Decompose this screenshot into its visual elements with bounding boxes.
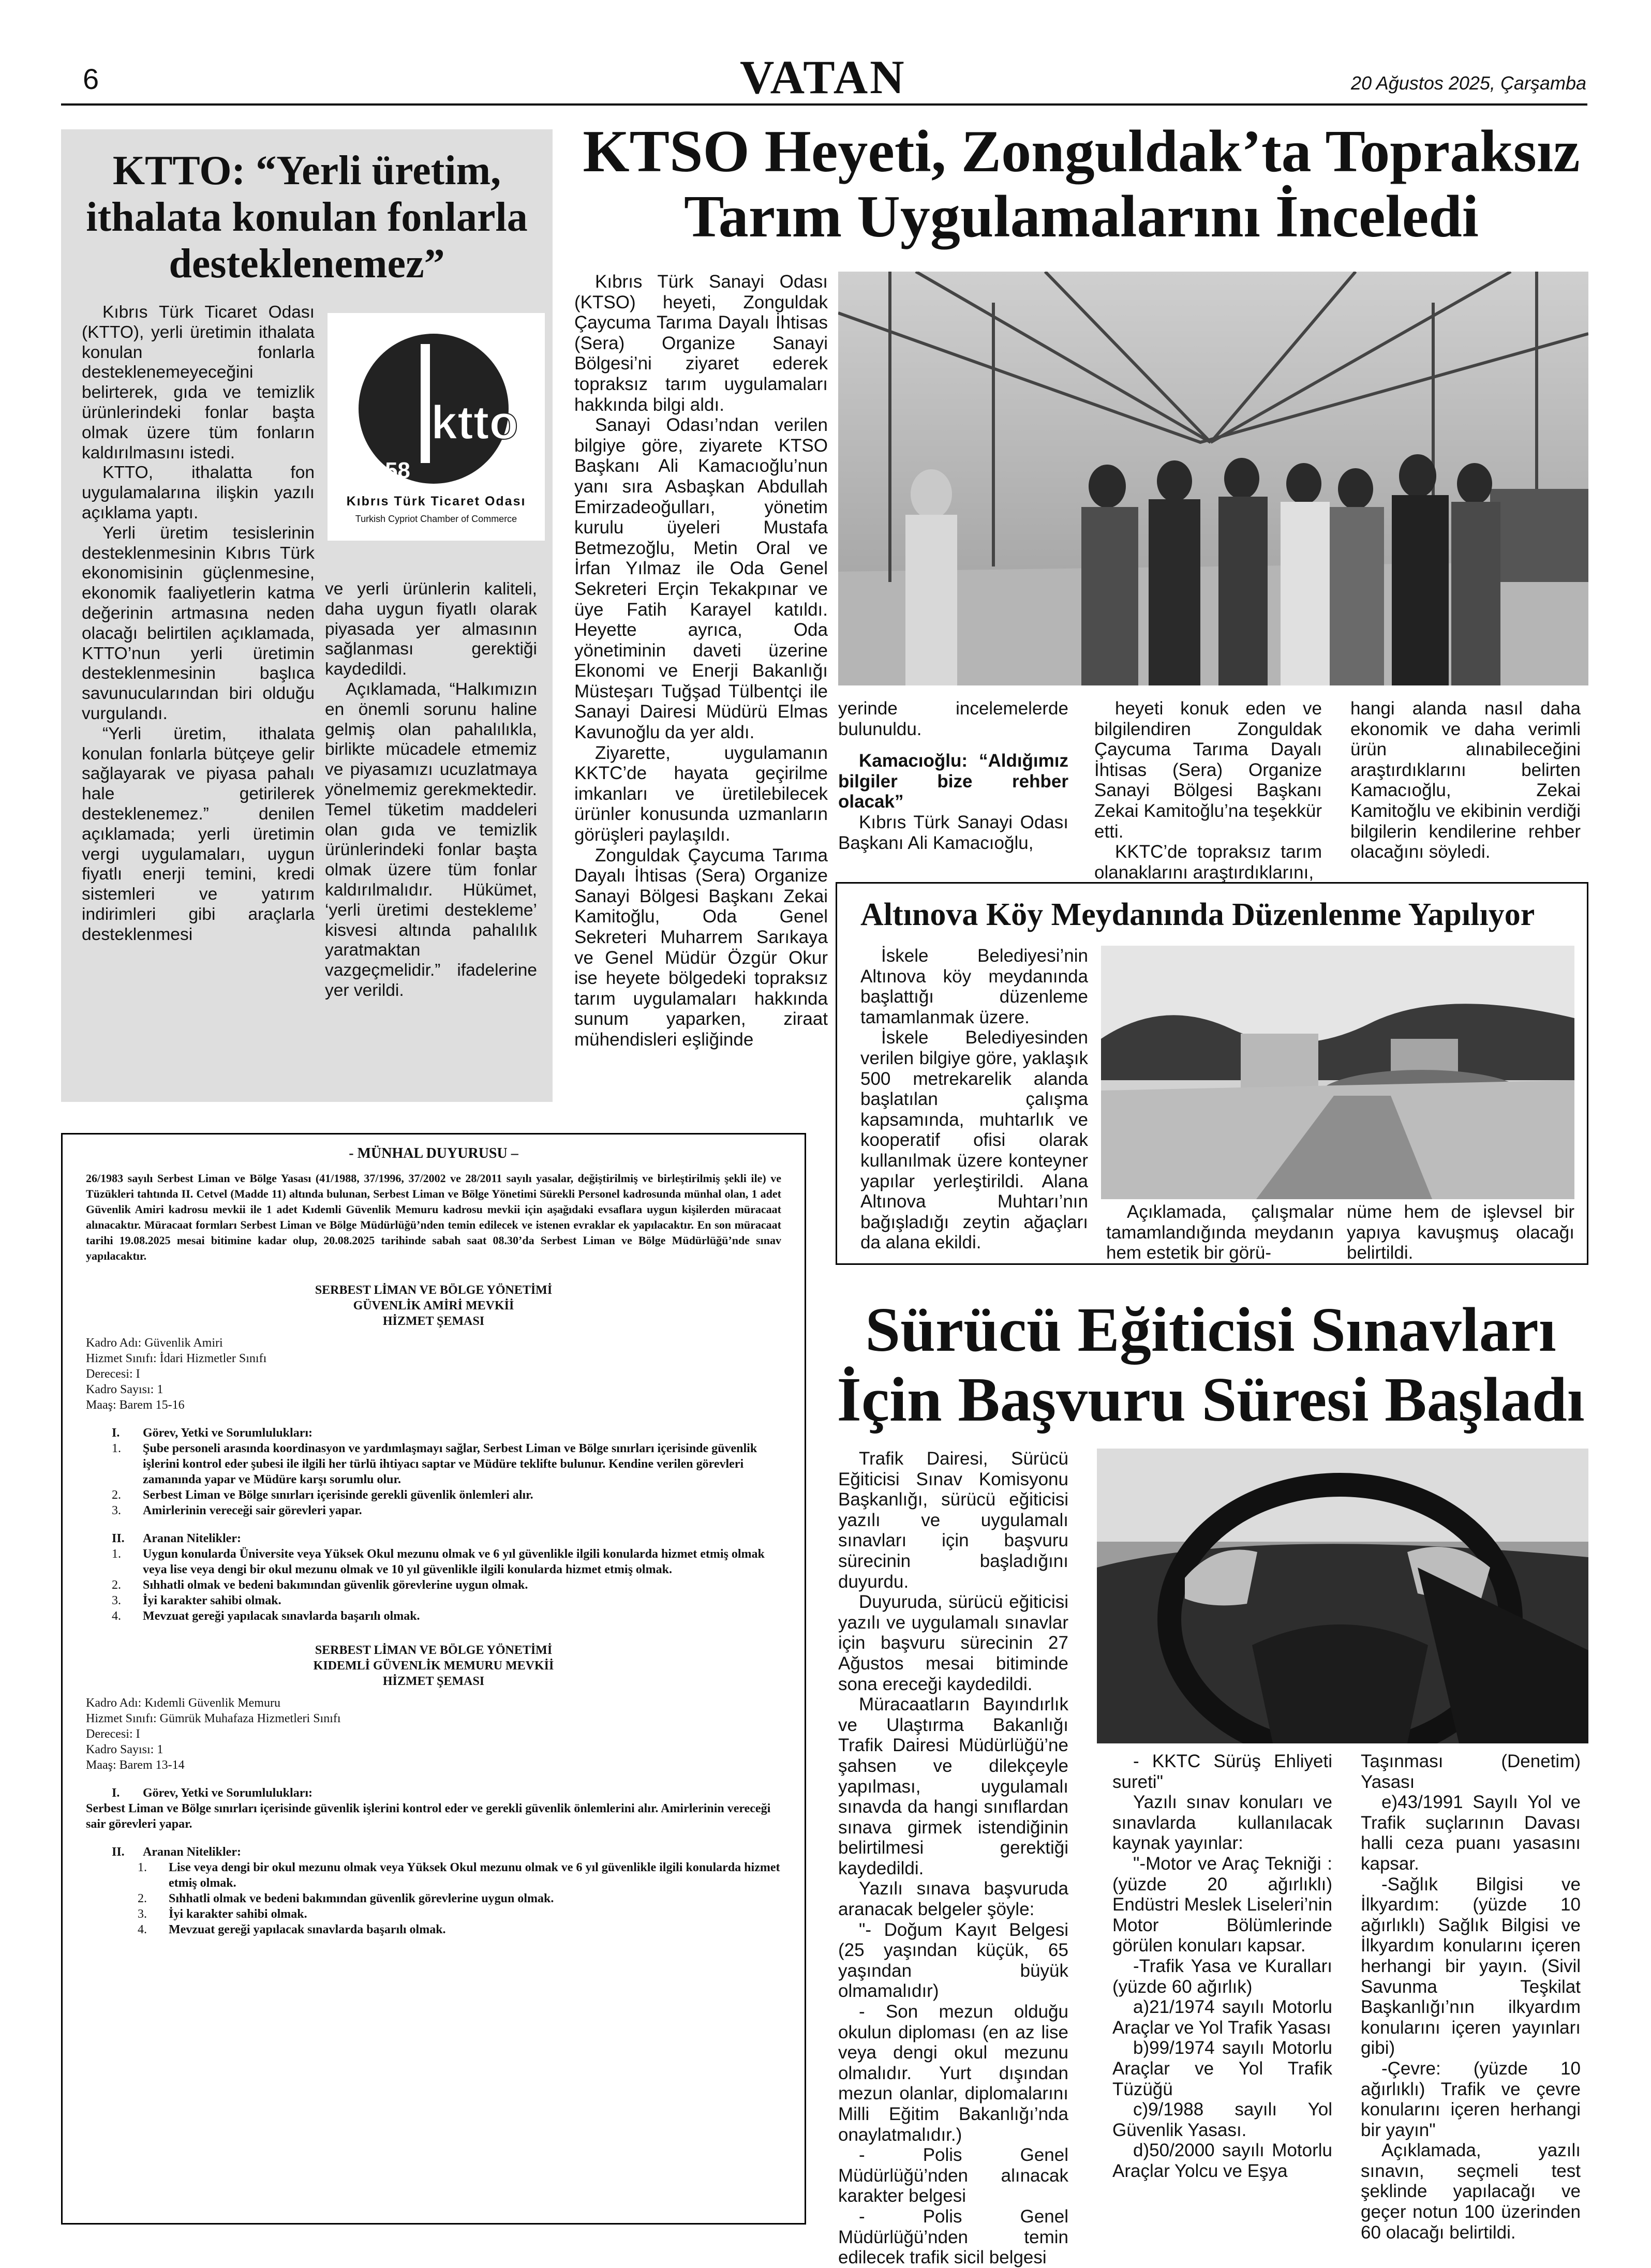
ktto-col-1: Kıbrıs Türk Ticaret Odası (KTTO), yerli üretimin ithalata konulan fonlarla desteklenemeyeceğini belirterek, gıda ve temizlik ürünlerindeki fonlar başta olmak üzere tüm fonların kaldırılmasını istedi. KTTO, ithalatta fon uygulamalarına ilişkin yazılı açıklama yaptı. Yerli üretim tesislerinin desteklenmesinin Kıbrıs Türk ekonomisinin güçlenmesine, ekonomik faaliyetlerin katma değerinin artmasına neden olacağı belirtilen açıklamada, KTTO’nun yerli üretimin desteklenmesinin başlıca savunucularından biri olduğu vurgulandı. “Yerli üretim, ithalata konulan fonlarla bütçeye gelir sağlayarak ve piyasa pahalı hale getirilerek desteklenemez.” denilen açıklamada; yerli üretimin vergi uygulamaları, uygun fiyatlı enerji temini, kredi sistemleri ve yatırım indirimleri gibi araçlarla desteklenmesi xyxy=(82,303,315,944)
ktso-subhead: Kamacıoğlu: “Aldığımız bilgiler bize rehber olacak” xyxy=(838,751,1068,812)
ktso-headline-line-2: Tarım Uygulamalarını İnceledi xyxy=(684,184,1479,250)
ktto-logo xyxy=(328,313,545,541)
ktto-headline: KTTO: “Yerli üretim, ithalata konulan fonlarla desteklenemez” xyxy=(86,148,528,287)
ktto-logo-year: 1958 xyxy=(360,458,410,483)
issue-date: 20 Ağustos 2025, Çarşamba xyxy=(1351,72,1586,94)
altinova-article xyxy=(836,882,1588,1265)
notice-title: - MÜNHAL DUYURUSU – xyxy=(349,1145,518,1161)
ktto-logo-name-en: Turkish Cypriot Chamber of Commerce xyxy=(355,514,517,524)
notice-s1-qual-title: Aranan Nitelikler: xyxy=(143,1532,241,1545)
ktto-logo-name-tr: Kıbrıs Türk Ticaret Odası xyxy=(346,494,526,509)
ktto-col-2: ve yerli ürünlerin kaliteli, daha uygun fiyatlı olarak piyasada yer almasının sağlanması gerektiği kaydedildi. Açıklamada, “Halkımızın en önemli sorunu haline gelmiş olan pahalılıkla, birlikte mücadele etmemiz ve piyasamızı ucuzlatmaya yönelmemiz gerekmektedir. Temel tüketim maddeleri olan gıda ve temizlik ürünlerindeki fonlar başta olmak üzere tüm fonlar kaldırılmalıdır. Hükümet, ‘yerli üretimi destekleme’ kisvesi altında pahalılık yaratmaktan vazgeçmelidir.” ifadelerine yer verildi. xyxy=(325,579,537,1000)
ktso-headline-line-1: KTSO Heyeti, Zonguldak’ta Topraksız xyxy=(583,118,1580,185)
ktto-article xyxy=(61,129,553,1102)
notice-s1-meta: Kadro Adı: Güvenlik Amiri Hizmet Sınıfı: İdari Hizmetler Sınıfı Derecesi: I Kadro Sayısı: 1 Maaş: Barem 15-16 xyxy=(86,1336,267,1412)
notice-s2-duties: Serbest Liman ve Bölge sınırları içerisinde güvenlik işlerini kontrol eder ve gerekli güvenlik önlemlerini alır. Amirlerinin vereceği sair görevleri yapar. xyxy=(86,1802,771,1831)
altinova-headline: Altınova Köy Meydanında Düzenlenme Yapılıyor xyxy=(860,897,1535,932)
munhal-notice: - MÜNHAL DUYURUSU – 26/1983 sayılı Serbest Liman ve Bölge Yasası (41/1988, 37/1996, 37/2002 ve 28/2011 sayılı yasalar, değiştirilmiş ve birleştirilmiş şekli ile) ve Tüzükleri tahtında II. Cetvel (Madde 11) altında bulunan, Serbest Liman ve Bölge Yönetimi Sürekli Personel kadrosunda münhal olan, 1 adet Güvenlik Amiri kadrosu mevkii ile 1 adet Kıdemli Güvenlik Memuru kadrosu mevkii için aşağıdaki evsaflara uygun kişilerden müracaat alınacaktır. Müracaat formları Serbest Liman ve Bölge Müdürlüğü’nden temin edilecek ve istenen evraklar ek yapılacaktır. En son müracaat tarihi 19.08.2025 mesai bitimine kadar olup, 20.08.2025 tarihinde sabah saat 08.30’da Serbest Liman ve Bölge Müdürlüğü’nde sınav yapılacaktır. SERBEST LİMAN VE BÖLGE YÖNETİMİ GÜVENLİK AMİRİ MEVKİİ HİZMET ŞEMASI Kadro Adı: Güvenlik Amiri Hizmet Sınıfı: İdari Hizmetler Sınıfı Derecesi: I Kadro Sayısı: 1 Maaş: Barem 15-16 I. Görev, Yetki ve Sorumlulukları: 1. Şube personeli arasında koordinasyon ve yardımlaşmayı sağlar, Serbest Liman ve Bölge sınırları içerisinde güvenlik işlerini kontrol eder şubesi ile ilgili her türlü ihtiyacı saptar ve Müdüre teklifte bulunur. Kendine verilen görevleri zamanında yapar ve Müdüre karşı sorumlu olur. 2. Serbest Liman ve Bölge sınırları içerisinde gerekli güvenlik önlemleri alır. 3. Amirlerinin vereceği sair görevleri yapar. II. Aranan Nitelikler: 1. Uygun konularda Üniversite veya Yüksek Okul mezunu olmak ve 6 yıl güvenlikle ilgili konularda hizmet etmiş olmak veya lise veya dengi bir okul mezunu olmak ve 10 yıl güvenlikle ilgili konularda hizmet etmiş olmak. 2. Sıhhatli olmak ve bedeni bakımından güvenlik görevlerine uygun olmak. 3. İyi karakter sahibi olmak. 4. Mevzuat gereği yapılacak sınavlarda başarılı olmak. SERBEST LİMAN VE BÖLGE YÖNETİMİ KIDEMLİ GÜVENLİK MEMURU MEVKİİ HİZMET ŞEMASI Kadro Adı: Kıdemli Güvenlik Memuru Hizmet Sınıfı: Gümrük Muhafaza Hizmetleri Sınıfı Derecesi: I Kadro Sayısı: 1 Maaş: Barem 13-14 I. Görev, Yetki ve Sorumlulukları: Serbest Liman ve Bölge sınırları içerisinde güvenlik işlerini kontrol eder ve gerekli güvenlik önlemlerini alır. Amirlerinin vereceği sair görevleri yapar. II. Aranan Nitelikler: 1. Lise veya dengi bir okul mezunu olmak veya Yüksek Okul mezunu olmak ve 6 yıl güvenlikle ilgili konularda hizmet etmiş olmak. 2. Sıhhatli olmak ve bedeni bakımından güvenlik görevlerine uygun olmak. 3. İyi karakter sahibi olmak. 4. Mevzuat gereği yapılacak sınavlarda başarılı olmak. xyxy=(61,1133,806,2225)
altinova-col-3: nüme hem de işlevsel bir yapıya kavuşmuş olacağı belirtildi. xyxy=(1347,1202,1574,1263)
steering-wheel-photo xyxy=(1097,1449,1588,1743)
notice-s1-heading-3: HİZMET ŞEMASI xyxy=(382,1315,485,1328)
notice-intro: 26/1983 sayılı Serbest Liman ve Bölge Yasası (41/1988, 37/1996, 37/2002 ve 28/2011 sayılı yasalar, değiştirilmiş ve birleştirilmiş şekli ile) ve Tüzükleri tahtında II. Cetvel (Madde 11) altında bulunan, Serbest Liman ve Bölge Yönetimi Sürekli Personel kadrosunda münhal olan, 1 adet Güvenlik Amiri kadrosu mevkii ile 1 adet Kıdemli Güvenlik Memuru kadrosu mevkii için aşağıdaki evsaflara uygun kişilerden müracaat alınacaktır. Müracaat formları Serbest Liman ve Bölge Müdürlüğü’nden temin edilecek ve istenen evraklar ek yapılacaktır. En son müracaat tarihi 19.08.2025 mesai bitimine kadar olup, 20.08.2025 tarihinde sabah saat 08.30’da Serbest Liman ve Bölge Müdürlüğü’nde sınav yapılacaktır. xyxy=(86,1172,781,1262)
ktso-photo-drawing xyxy=(838,272,1588,685)
notice-s2-heading-3: HİZMET ŞEMASI xyxy=(382,1675,485,1688)
surucu-col-1: Trafik Dairesi, Sürücü Eğiticisi Sınav Komisyonu Başkanlığı, sürücü eğiticisi yazılı ve uygulamalı sınavları için başvuru sürecinin başladığını duyurdu. Duyuruda, sürücü eğiticisi yazılı ve uygulamalı sınavlar için başvuru sürecinin 27 Ağustos mesai bitiminde sona ereceği kaydedildi. Müracaatların Bayındırlık ve Ulaştırma Bakanlığı Trafik Dairesi Müdürlüğü’ne şahsen ve dilekçeyle yapılması, uygulamalı sınavda da hangi sınıflardan sınava girmek istendiğinin belirtilmesi gerektiği kaydedildi. Yazılı sınava başvuruda aranacak belgeler şöyle: "- Doğum Kayıt Belgesi (25 yaşından küçük, 65 yaşından büyük olmamalıdır) - Son mezun olduğu okulun diploması (en az lise veya dengi okul mezunu olmalıdır. Yurt dışından mezun olanlar, diplomalarını Milli Eğitim Bakanlığı’nda onaylatmalıdır.) - Polis Genel Müdürlüğü’nden alınacak karakter belgesi - Polis Genel Müdürlüğü’nden temin edilecek trafik sicil belgesi xyxy=(838,1449,1068,2268)
ktso-col-3: heyeti konuk eden ve bilgilendiren Zonguldak Çaycuma Tarıma Dayalı İhtisas (Sera) Organize Sanayi Bölgesi Başkanı Zekai Kamitoğlu’na teşekkür etti. KKTC’de topraksız tarım olanaklarını araştırdıklarını, xyxy=(1094,698,1322,883)
ktso-col-1: Kıbrıs Türk Sanayi Odası (KTSO) heyeti, Zonguldak Çaycuma Tarıma Dayalı İhtisas (Sera) Organize Sanayi Bölgesi’ni ziyaret ederek topraksız tarım uygulamaları hakkında bilgi aldı. Sanayi Odası’ndan verilen bilgiye göre, ziyarete KTSO Başkanı Ali Kamacıoğlu’nun yanı sıra Asbaşkan Abdullah Emirzadeoğulları, yönetim kurulu üyeleri Mustafa Betmezoğlu, Metin Oral ve İrfan Yılmaz ile Oda Genel Sekreteri Erçin Tekakpınar ve üye Fatih Karayel katıldı. Heyette ayrıca, Oda yönetiminin daveti üzerine Ekonomi ve Enerji Bakanlığı Müsteşarı Tuğşad Tülbentçi ile Sanayi Dairesi Müdürü Elmas Kavunoğlu da yer aldı. Ziyarette, uygulamanın KKTC’de hayata geçirilme imkanları ve üretilebilecek ürünler konusunda uzmanların görüşleri paylaşıldı. Zonguldak Çaycuma Tarıma Dayalı İhtisas (Sera) Organize Sanayi Bölgesi Başkanı Zekai Kamitoğlu, Oda Genel Sekreteri Muharrem Sarıkaya ve Genel Müdür Özgür Okur ise heyete bölgedeki topraksız tarım uygulamaları hakkında sunum yaparken, ziraat mühendisleri eşliğinde xyxy=(574,272,828,1050)
altinova-col-2: Açıklamada, çalışmalar tamamlandığında meydanın hem estetik bir görü- xyxy=(1106,1202,1334,1263)
notice-s2-meta: Kadro Adı: Kıdemli Güvenlik Memuru Hizmet Sınıfı: Gümrük Muhafaza Hizmetleri Sınıfı Derecesi: I Kadro Sayısı: 1 Maaş: Barem 13-14 xyxy=(86,1696,341,1772)
masthead: VATAN xyxy=(740,51,906,103)
surucu-col-3: Taşınması (Denetim) Yasası e)43/1991 Sayılı Yol ve Trafik suçlarının Davası halli ceza puanı yasasını kapsar. -Sağlık Bilgisi ve İlkyardım: (yüzde 10 ağırlıklı) Sağlık Bilgisi ve İlkyardım konularını içeren herhangi bir yayın. (Sivil Savunma Teşkilat Başkanlığı’nın ilkyardım konularını içeren yayınları gibi) -Çevre: (yüzde 10 ağırlıklı) Trafik ve çevre konularını içeren herhangi bir yayın" Açıklamada, yazılı sınavın, seçmeli test şeklinde yapılacağı ve geçer notun 100 üzerinden 60 olacağı belirtildi. xyxy=(1361,1751,1581,2243)
notice-s2-heading-1: SERBEST LİMAN VE BÖLGE YÖNETİMİ xyxy=(315,1644,553,1657)
notice-s1-heading-2: GÜVENLİK AMİRİ MEVKİİ xyxy=(353,1299,514,1312)
altinova-square-photo xyxy=(1101,946,1574,1199)
ktso-col-4: hangi alanda nasıl daha ekonomik ve daha verimli ürün alınabileceğini araştırdıklarını belirten Kamacıoğlu, Zekai Kamitoğlu ve ekibinin verdiği bilgilerin kendilerine rehber olacağını söyledi. xyxy=(1350,698,1581,862)
ktto-logo-bar xyxy=(421,344,430,463)
notice-s1-heading-1: SERBEST LİMAN VE BÖLGE YÖNETİMİ xyxy=(315,1284,553,1297)
surucu-headline-line-1: Sürücü Eğiticisi Sınavları xyxy=(865,1295,1556,1365)
surucu-col-2: - KKTC Sürüş Ehliyeti sureti" Yazılı sınav konuları ve sınavlarda kullanılacak kaynak yayınlar: "-Motor ve Araç Tekniği : (yüzde 20 ağırlıklı) Endüstri Meslek Liseleri’nin Motor Bölümlerinde görülen konuları kapsar. -Trafik Yasa ve Kuralları (yüzde 60 ağırlık) a)21/1974 sayılı Motorlu Araçlar ve Yol Trafik Yasası b)99/1974 sayılı Motorlu Araçlar ve Yol Trafik Tüzüğü c)9/1988 sayılı Yol Güvenlik Yasası. d)50/2000 sayılı Motorlu Araçlar Yolcu ve Eşya xyxy=(1112,1751,1332,2181)
steering-wheel-drawing xyxy=(1097,1449,1588,1743)
header-rule xyxy=(61,103,1587,106)
notice-s2-qual-title: Aranan Nitelikler: xyxy=(143,1845,241,1859)
altinova-col-1: İskele Belediyesi’nin Altınova köy meydanında başlattığı düzenleme tamamlanmak üzere. İskele Belediyesinden verilen bilgiye göre, yaklaşık 500 metrekarelik alanda başlatılan çalışma kapsamında, muhtarlık ve kooperatif ofisi olarak kullanılmak üzere konteyner yapılar yerleştirildi. Alana Altınova Muhtarı’nın bağışladığı zeytin ağaçları da alana ekildi. xyxy=(860,946,1088,1253)
ktto-logo-text: ktto xyxy=(431,396,518,449)
ktso-greenhouse-photo xyxy=(838,272,1588,685)
page-number: 6 xyxy=(83,63,99,95)
ktso-col-2: yerinde incelemelerde bulunuldu. Kamacıoğlu: “Aldığımız bilgiler bize rehber olacak” Kıbrıs Türk Sanayi Odası Başkanı Ali Kamacıoğlu, xyxy=(838,698,1068,853)
surucu-headline-line-2: İçin Başvuru Süresi Başladı xyxy=(837,1365,1585,1435)
notice-s2-heading-2: KIDEMLİ GÜVENLİK MEMURU MEVKİİ xyxy=(313,1659,554,1673)
altinova-photo-drawing xyxy=(1101,946,1574,1199)
notice-s2-duties-title: Görev, Yetki ve Sorumlulukları: xyxy=(143,1786,313,1800)
notice-s1-duties-title: Görev, Yetki ve Sorumlulukları: xyxy=(143,1426,313,1440)
